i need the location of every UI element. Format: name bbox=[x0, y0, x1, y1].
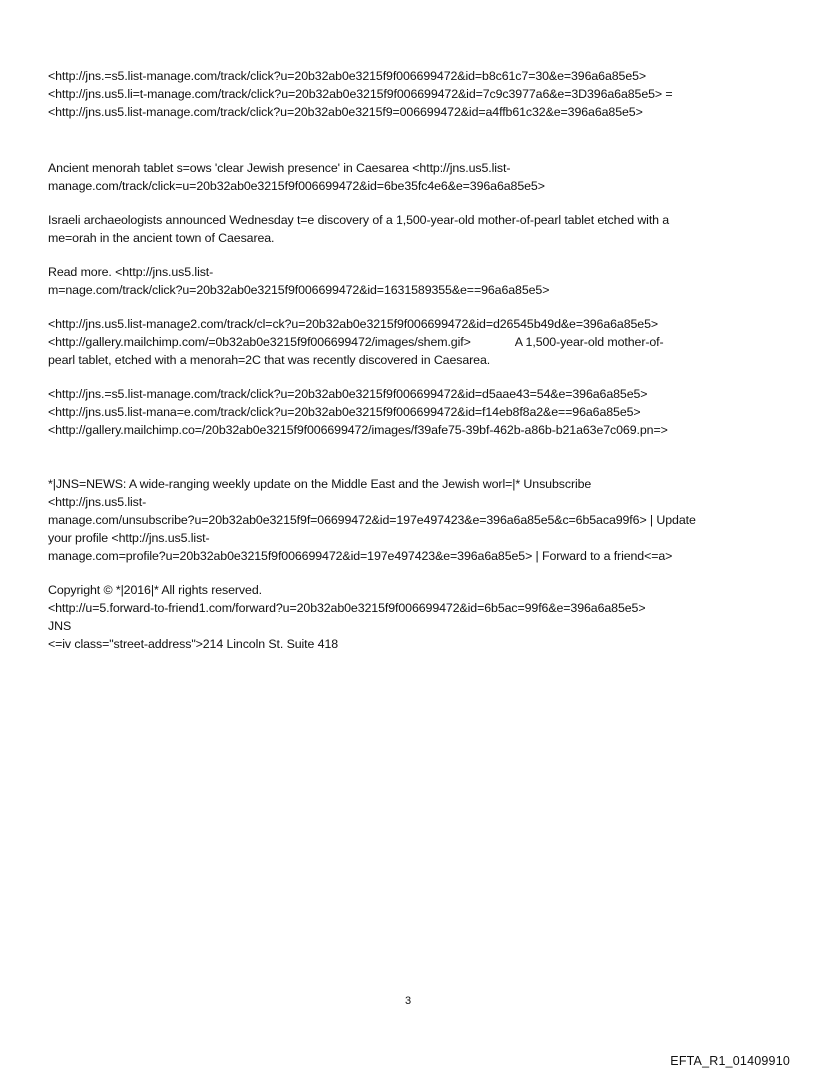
image-caption: A 1,500-year-old mother-of- bbox=[514, 335, 664, 349]
text-line: <http://jns.=s5.list-manage.com/track/click?u=20b32ab0e3215f9f006699472&id=b8c61c7=30&e=396a6a85e5> bbox=[48, 69, 647, 83]
text-line: <http://jns.us5.li=t-manage.com/track/click?u=20b32ab0e3215f9f006699472&id=7c9c3977a6&e=3D396a6a85e5> = bbox=[48, 87, 673, 101]
image-link: <http://gallery.mailchimp.com/=0b32ab0e3215f9f006699472/images/shem.gif> bbox=[48, 335, 471, 349]
text-line: <http://jns.us5.list-mana=e.com/track/click?u=20b32ab0e3215f9f006699472&id=f14eb8f8a2&e==96a6a85e5> bbox=[48, 405, 641, 419]
newsletter-footer bbox=[48, 475, 778, 565]
text-line: Read more. <http://jns.us5.list- bbox=[48, 265, 214, 279]
text-line: m=nage.com/track/click?u=20b32ab0e3215f9f006699472&id=1631589355&e==96a6a85e5> bbox=[48, 283, 550, 297]
text-line bbox=[48, 333, 778, 351]
text-line: Israeli archaeologists announced Wednesday t=e discovery of a 1,500-year-old mother-of-pearl tablet etched with a bbox=[48, 213, 670, 227]
text-line: <=iv class="street-address">214 Lincoln St. Suite 418 bbox=[48, 637, 339, 651]
text-line: Copyright © *|2016|* All rights reserved. bbox=[48, 583, 262, 597]
text-line: <http://gallery.mailchimp.co=/20b32ab0e3215f9f006699472/images/f39afe75-39bf-462b-a86b-b21a63e7c069.pn=> bbox=[48, 423, 668, 437]
text-line: manage.com/track/click=u=20b32ab0e3215f9f006699472&id=6be35fc4e6&e=396a6a85e5> bbox=[48, 179, 545, 193]
article-summary bbox=[48, 211, 778, 247]
text-line: JNS bbox=[48, 619, 72, 633]
text-line: <http://jns.us5.list- bbox=[48, 495, 147, 509]
text-line: <http://jns.us5.list-manage2.com/track/cl=ck?u=20b32ab0e3215f9f006699472&id=d26545b49d&e=396a6a85e5> bbox=[48, 317, 659, 331]
text-line: manage.com=profile?u=20b32ab0e3215f9f006699472&id=197e497423&e=396a6a85e5> | Forward to a friend<=a> bbox=[48, 549, 673, 563]
text-line: me=orah in the ancient town of Caesarea. bbox=[48, 231, 275, 245]
page-number: 3 bbox=[404, 995, 412, 1007]
article-headline bbox=[48, 159, 778, 195]
text-line: <http://jns.us5.list-manage.com/track/click?u=20b32ab0e3215f9=006699472&id=a4ffb61c32&e=396a6a85e5> bbox=[48, 105, 643, 119]
tracking-links-mid bbox=[48, 385, 778, 439]
read-more-link bbox=[48, 263, 778, 299]
image-caption-block bbox=[48, 315, 778, 369]
text-line: <http://jns.=s5.list-manage.com/track/click?u=20b32ab0e3215f9f006699472&id=d5aae43=54&e=396a6a85e5> bbox=[48, 387, 648, 401]
text-line: manage.com/unsubscribe?u=20b32ab0e3215f9f=06699472&id=197e497423&e=396a6a85e5&c=6b5aca99f6> | Update bbox=[48, 513, 696, 527]
text-line: <http://u=5.forward-to-friend1.com/forward?u=20b32ab0e3215f9f006699472&id=6b5ac=99f6&e=396a6a85e5> bbox=[48, 601, 646, 615]
tracking-links-top bbox=[48, 67, 778, 121]
text-line: Ancient menorah tablet s=ows 'clear Jewish presence' in Caesarea <http://jns.us5.list- bbox=[48, 161, 511, 175]
text-line: pearl tablet, etched with a menorah=2C that was recently discovered in Caesarea. bbox=[48, 353, 491, 367]
document-id: EFTA_R1_01409910 bbox=[670, 1054, 790, 1068]
document-body bbox=[48, 67, 778, 653]
copyright-block bbox=[48, 581, 778, 653]
text-line: your profile <http://jns.us5.list- bbox=[48, 531, 210, 545]
text-line: *|JNS=NEWS: A wide-ranging weekly update on the Middle East and the Jewish worl=|* Unsubscribe bbox=[48, 477, 592, 491]
